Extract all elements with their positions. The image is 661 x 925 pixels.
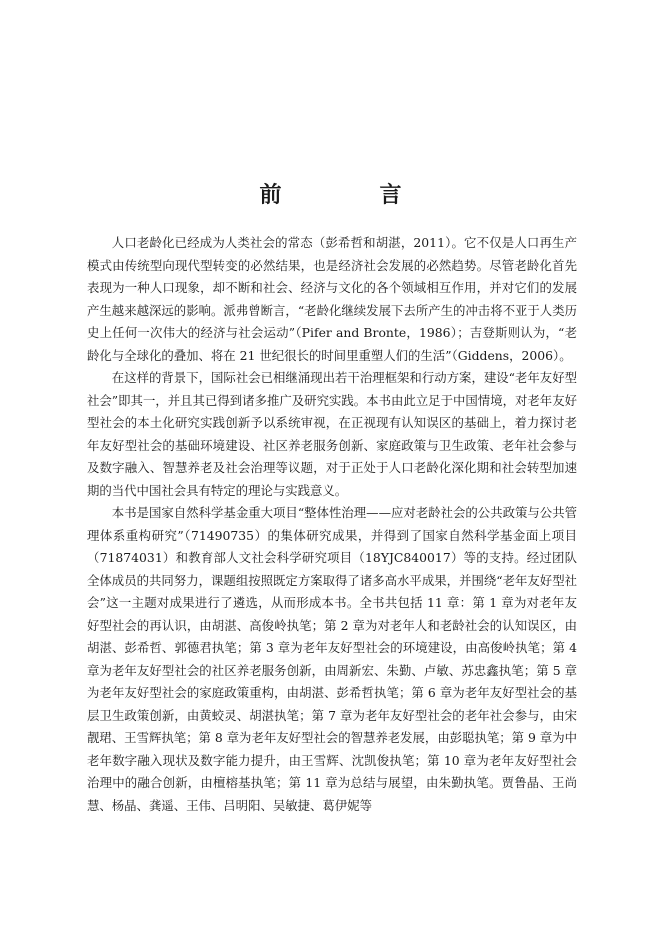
- paragraph: 人口老龄化已经成为人类社会的常态（彭希哲和胡湛，2011）。它不仅是人口再生产模式由传统型向现代型转变的必然结果，也是经济社会发展的必然趋势。尽管老龄化首先表现为一种人口现象，却不断和社会、经济与文化的各个领域相互作用，并对它们的发展产生越来越深远的影响。派弗曾断言，“老龄化继续发展下去所产生的冲击将不亚于人类历史上任何一次伟大的经济与社会运动”（Pifer and Bronte，1986）；吉登斯则认为，“老龄化与全球化的叠加、将在 21 世纪很长的时间里重塑人们的生活”（Giddens，2006）。: [87, 235, 577, 363]
- body-text: [87, 232, 577, 817]
- paragraph: 在这样的背景下，国际社会已相继涌现出若干治理框架和行动方案，建设“老年友好型社会”即其一，并且其已得到诸多推广及研究实践。本书由此立足于中国情境，对老年友好型社会的本土化研究实践创新予以系统审视，在正视现有认知误区的基础上，着力探讨老年友好型社会的基础环境建设、社区养老服务创新、家庭政策与卫生政策、老年社会参与及数字融入、智慧养老及社会治理等议题，对于正处于人口老龄化深化期和社会转型加速期的当代中国社会具有特定的理论与实践意义。: [87, 370, 577, 498]
- page-title: 前 言: [259, 183, 440, 208]
- paragraph: 本书是国家自然科学基金重大项目“整体性治理——应对老龄社会的公共政策与公共管理体系重构研究”（71490735）的集体研究成果，并得到了国家自然科学基金面上项目（71874031）和教育部人文社会科学研究项目（18YJC840017）等的支持。经过团队全体成员的共同努力，课题组按照既定方案取得了诸多高水平成果，并围绕“老年友好型社会”这一主题对成果进行了遴选，从而形成本书。全书共包括 11 章：第 1 章为对老年友好型社会的再认识，由胡湛、高俊岭执笔；第 2 章为对老年人和老龄社会的认知误区，由胡湛、彭希哲、郭德君执笔；第 3 章为老年友好型社会的环境建设，由高俊岭执笔；第 4 章为老年友好型社会的社区养老服务创新，由周新宏、朱勤、卢敏、苏忠鑫执笔；第 5 章为老年友好型社会的家庭政策重构，由胡湛、彭希哲执笔；第 6 章为老年友好型社会的基层卫生政策创新，由黄蛟灵、胡湛执笔；第 7 章为老年友好型社会的老年社会参与，由宋靓珺、王雪辉执笔；第 8 章为老年友好型社会的智慧养老发展，由彭聪执笔；第 9 章为中老年数字融入现状及数字能力提升，由王雪辉、沈凯俊执笔；第 10 章为老年友好型社会治理中的融合创新，由檀榕基执笔；第 11 章为总结与展望，由朱勤执笔。贾鲁晶、王尚慧、杨晶、龚遥、王伟、吕明阳、吴敏捷、葛伊妮等: [87, 505, 577, 813]
